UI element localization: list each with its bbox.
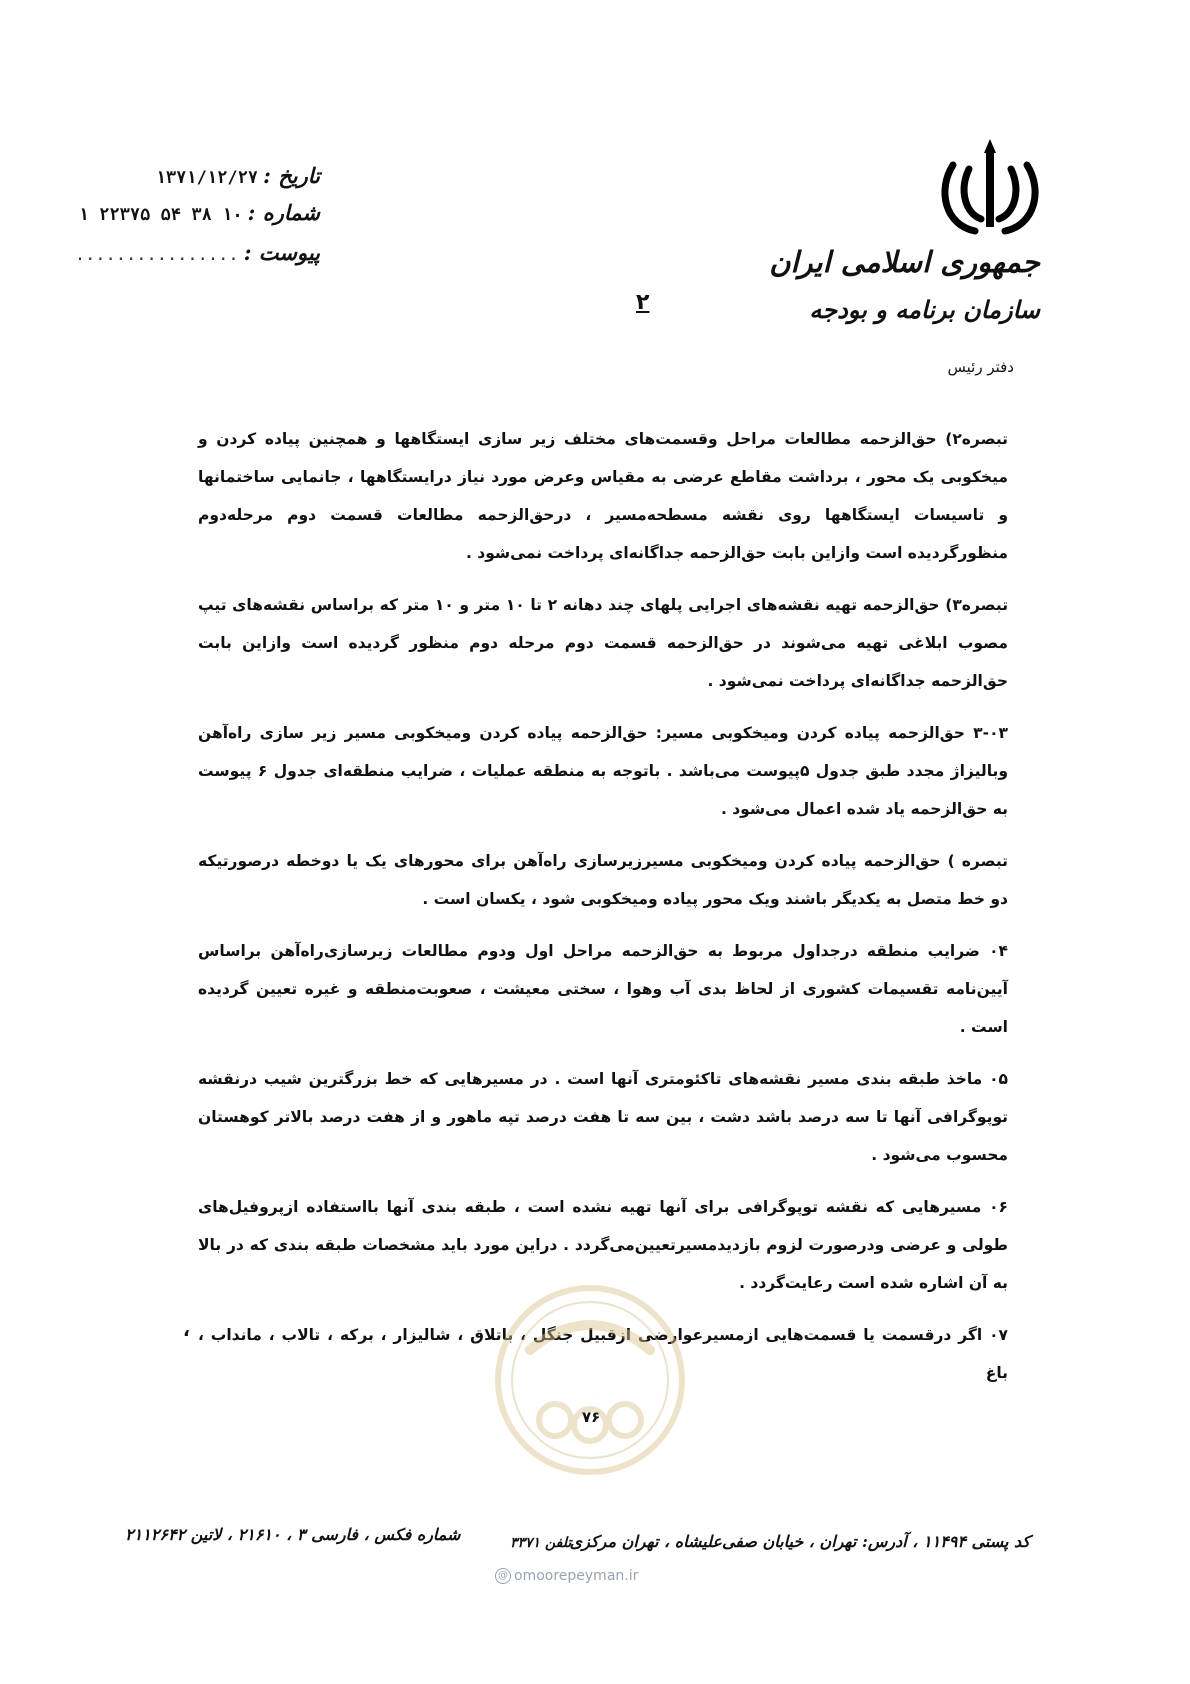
paragraph: ۰۴ ضرایب منطقه درجداول مربوط به حق‌الزحمه مراحل اول ودوم مطالعات زیرسازی‌راه‌آهن براساس آیین‌نامه تقسیمات کشوری از لحاظ بدی آب وهوا ، سختی معیشت ، صعوبت‌منطقه و غیره تعیین گردیده است .: [198, 942, 1008, 1036]
number-row: [78, 200, 320, 225]
stray-mark: ،: [183, 1320, 190, 1341]
paragraph: تبصره۳) حق‌الزحمه تهیه نقشه‌های اجرایی پلهای چند دهانه ۲ تا ۱۰ متر و ۱۰ متر که براساس نقشه‌های تیپ مصوب ابلاغی تهیه می‌شوند در حق‌الزحمه قسمت دوم مرحله دوم منظور گردیده است وازاین بابت حق‌الزحمه جداگانه‌ای پرداخت نمی‌شود .: [198, 596, 1009, 690]
attachment-value: ................: [74, 245, 239, 265]
org-subname: سازمان برنامه و بودجه: [809, 295, 1040, 324]
office-name: دفتر رئیس: [947, 358, 1014, 376]
number-label: شماره :: [247, 200, 320, 225]
website-watermark: [495, 1568, 638, 1584]
iran-emblem-icon: [935, 135, 1045, 245]
stamp-page-number: ۷۶: [582, 1408, 601, 1426]
number-value: ۱۰ ۳۸ ۵۴ ۲۲۳۷۵ ۱: [78, 205, 243, 225]
letter-body: [198, 420, 1008, 1392]
footer-address: کد پستی ۱۱۴۹۴ ، آدرس: تهران ، خیابان صفی‌علیشاه ، تهران مرکزی: [569, 1532, 1030, 1551]
at-icon: @: [495, 1568, 511, 1584]
footer-phone: تلفن ۳۳۷۱: [510, 1535, 572, 1551]
paragraph: ۳-۰۳ حق‌الزحمه پیاده کردن ومیخکوبی مسیر: حق‌الزحمه پیاده کردن ومیخکوبی مسیر زیر سازی راه‌آهن وبالیزاژ مجدد طبق جدول ۵پیوست می‌باشد . باتوجه به منطقه عملیات ، ضرایب منطقه‌ای جدول ۶ پیوست به حق‌الزحمه یاد شده اعمال می‌شود .: [198, 724, 1008, 818]
date-label: تاریخ :: [263, 163, 320, 188]
org-name: جمهوری اسلامی ایران: [769, 245, 1040, 279]
attachment-row: [74, 240, 320, 265]
watermark-seal-icon: [490, 1280, 690, 1480]
website-text: omoorepeyman.ir: [514, 1568, 639, 1584]
date-value: ۱۳۷۱/۱۲/۲۷: [155, 168, 259, 188]
paragraph: ۰۵ ماخذ طبقه بندی مسیر نقشه‌های تاکئومتری آنها است . در مسیرهایی که خط بزرگترین شیب درنقشه توپوگرافی آنها تا سه درصد باشد دشت ، بین سه تا هفت درصد تپه ماهور و از هفت درصد بالاتر کوهستان محسوب می‌شود .: [198, 1070, 1008, 1164]
date-row: [95, 163, 320, 188]
paragraph: ۰۷ اگر درقسمت یا قسمت‌هایی ازمسیرعوارضی ازقبیل جنگل ، باتلاق ، شالیزار ، برکه ، تالاب ، مانداب ، باغ: [198, 1326, 1008, 1382]
paragraph: ۰۶ مسیرهایی که نقشه توپوگرافی برای آنها تهیه نشده است ، طبقه بندی آنها بااستفاده ازپروفیل‌های طولی و عرضی ودرصورت لزوم بازدیدمسیرتعیین‌می‌گردد . دراین مورد باید مشخصات طبقه بندی که در بالا به آن اشاره شده است رعایت‌گردد .: [198, 1198, 1008, 1292]
paragraph: تبصره ) حق‌الزحمه پیاده کردن ومیخکوبی مسیرزیرسازی راه‌آهن برای محورهای یک یا دوخطه درصورتیکه دو خط متصل به یکدیگر باشند ویک محور پیاده ومیخکوبی شود ، یکسان است .: [198, 852, 1008, 908]
paragraph: تبصره۲) حق‌الزحمه مطالعات مراحل وقسمت‌های مختلف زیر سازی ایستگاهها و همچنین پیاده کردن و میخکوبی یک محور ، برداشت مقاطع عرضی به مقیاس وعرض مورد نیاز درایستگاهها ، جانمایی ساختمانها و تاسیسات ایستگاهها روی نقشه مسطحه‌مسیر ، درحق‌الزحمه مطالعات قسمت دوم مرحله‌دوم منظورگردیده است وازاین بابت حق‌الزحمه جداگانه‌ای پرداخت نمی‌شود .: [198, 430, 1008, 562]
footer-fax: شماره فکس ، فارسی ۳ ، ۲۱۶۱۰ ، لاتین ۲۱۱۲۶۴۲: [125, 1525, 461, 1544]
page-number: ۲: [636, 290, 650, 315]
attachment-label: پیوست :: [243, 240, 320, 265]
